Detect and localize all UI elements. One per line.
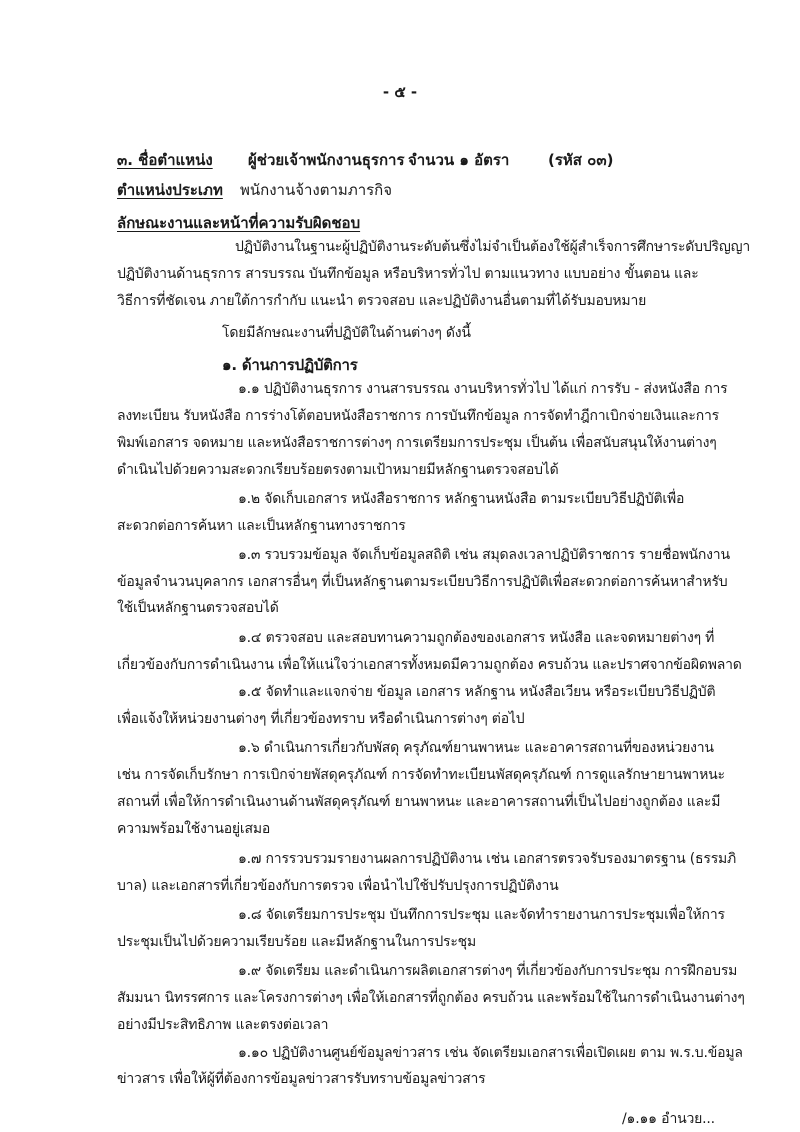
intro-line: ปฏิบัติงานด้านธุรการ สารบรรณ บันทึกข้อมูล หรือบริหารทั่วไป ตามแนวทาง แบบอย่าง ขั้นตอน และ [117, 266, 699, 282]
item-1-4-line: เกี่ยวข้องกับการดำเนินงาน เพื่อให้แน่ใจว่าเอกสารทั้งหมดมีความถูกต้อง ครบถ้วน และปราศจากข้อผิดพลาด [117, 657, 742, 673]
item-1-1-line: ลงทะเบียน รับหนังสือ การร่างโต้ตอบหนังสือราชการ การบันทึกข้อมูล การจัดทำฎีกาเบิกจ่ายเงินและการ [117, 408, 719, 424]
item-1-10-line: ข่าวสาร เพื่อให้ผู้ที่ต้องการข้อมูลข่าวสารรับทราบข้อมูลข่าวสาร [117, 1071, 486, 1087]
item-1-7-line: ๑.๗ การรวบรวมรายงานผลการปฏิบัติงาน เช่น เอกสารตรวจรับรองมาตรฐาน (ธรรมภิ [238, 851, 737, 867]
item-1-6-line: สถานที่ เพื่อให้การดำเนินงานด้านพัสดุครุภัณฑ์ ยานพาหนะ และอาคารสถานที่เป็นไปอย่างถูกต้อง และมี [117, 794, 721, 810]
item-1-6-line: ความพร้อมใช้งานอยู่เสมอ [117, 821, 271, 837]
position-name-label: ๓. ชื่อตำแหน่ง [117, 151, 213, 169]
item-1-8-line: ๑.๘ จัดเตรียมการประชุม บันทึกการประชุม และจัดทำรายงานการประชุมเพื่อให้การ [238, 907, 725, 923]
item-1-1-line: ดำเนินไปด้วยความสะดวกเรียบร้อยตรงตามเป้าหมายมีหลักฐานตรวจสอบได้ [117, 462, 559, 478]
item-1-3-line: ใช้เป็นหลักฐานตรวจสอบได้ [117, 600, 279, 616]
item-1-7-line: บาล) และเอกสารที่เกี่ยวข้องกับการตรวจ เพื่อนำไปใช้ปรับปรุงการปฏิบัติงาน [117, 878, 559, 894]
position-title: ผู้ช่วยเจ้าพนักงานธุรการ [248, 151, 405, 169]
item-1-4-line: ๑.๔ ตรวจสอบ และสอบทานความถูกต้องของเอกสาร หนังสือ และจดหมายต่างๆ ที่ [238, 630, 715, 646]
intro-line: ปฏิบัติงานในฐานะผู้ปฏิบัติงานระดับต้นซึ่งไม่จำเป็นต้องใช้ผู้สำเร็จการศึกษาระดับปริญญา [235, 239, 750, 255]
continuation-marker: /๑.๑๑ อำนวย... [622, 1111, 715, 1127]
page-number: - ๕ - [382, 83, 418, 101]
item-1-5-line: เพื่อแจ้งให้หน่วยงานต่างๆ ที่เกี่ยวข้องทราบ หรือดำเนินการต่างๆ ต่อไป [117, 711, 525, 727]
position-type-label: ตำแหน่งประเภท [117, 181, 223, 199]
item-1-9-line: สัมมนา นิทรรศการ และโครงการต่างๆ เพื่อให้เอกสารที่ถูกต้อง ครบถ้วน และพร้อมใช้ในการดำเนินงานต่างๆ [117, 990, 745, 1006]
item-1-2-line: ๑.๒ จัดเก็บเอกสาร หนังสือราชการ หลักฐานหนังสือ ตามระเบียบวิธีปฏิบัติเพื่อ [238, 491, 685, 507]
position-code: (รหัส ๐๓) [548, 151, 614, 169]
item-1-2-line: สะดวกต่อการค้นหา และเป็นหลักฐานทางราชการ [117, 518, 406, 534]
item-1-10-line: ๑.๑๐ ปฏิบัติงานศูนย์ข้อมูลข่าวสาร เช่น จัดเตรียมเอกสารเพื่อเปิดเผย ตาม พ.ร.บ.ข้อมูล [238, 1045, 743, 1061]
position-type-value: พนักงานจ้างตามภารกิจ [240, 181, 393, 199]
duties-section-title: ลักษณะงานและหน้าที่ความรับผิดชอบ [117, 214, 361, 232]
area-1-title: ๑. ด้านการปฏิบัติการ [222, 356, 358, 374]
intro-line: วิธีการที่ชัดเจน ภายใต้การกำกับ แนะนำ ตรวจสอบ และปฏิบัติงานอื่นตามที่ได้รับมอบหมาย [117, 293, 647, 309]
item-1-9-line: อย่างมีประสิทธิภาพ และตรงต่อเวลา [117, 1017, 329, 1033]
item-1-1-line: พิมพ์เอกสาร จดหมาย และหนังสือราชการต่างๆ การเตรียมการประชุม เป็นต้น เพื่อสนับสนุนให้งานต่างๆ [117, 435, 717, 451]
item-1-3-line: ๑.๓ รวบรวมข้อมูล จัดเก็บข้อมูลสถิติ เช่น สมุดลงเวลาปฏิบัติราชการ รายชื่อพนักงาน [238, 547, 730, 563]
item-1-3-line: ข้อมูลจำนวนบุคลากร เอกสารอื่นๆ ที่เป็นหลักฐานตามระเบียบวิธีการปฏิบัติเพื่อสะดวกต่อการค้นหาสำหรับ [117, 574, 728, 590]
item-1-8-line: ประชุมเป็นไปด้วยความเรียบร้อย และมีหลักฐานในการประชุม [117, 934, 476, 950]
item-1-9-line: ๑.๙ จัดเตรียม และดำเนินการผลิตเอกสารต่างๆ ที่เกี่ยวข้องกับการประชุม การฝึกอบรม [238, 963, 738, 979]
item-1-6-line: ๑.๖ ดำเนินการเกี่ยวกับพัสดุ ครุภัณฑ์ยานพาหนะ และอาคารสถานที่ของหน่วยงาน [238, 740, 714, 756]
position-quantity: จำนวน ๑ อัตรา [408, 151, 510, 169]
item-1-1-line: ๑.๑ ปฏิบัติงานธุรการ งานสารบรรณ งานบริหารทั่วไป ได้แก่ การรับ - ส่งหนังสือ การ [238, 381, 728, 397]
item-1-5-line: ๑.๕ จัดทำและแจกจ่าย ข้อมูล เอกสาร หลักฐาน หนังสือเวียน หรือระเบียบวิธีปฏิบัติ [238, 684, 716, 700]
item-1-6-line: เช่น การจัดเก็บรักษา การเบิกจ่ายพัสดุครุภัณฑ์ การจัดทำทะเบียนพัสดุครุภัณฑ์ การดูแลรักษายานพาหนะ [117, 767, 725, 783]
lead-in-text: โดยมีลักษณะงานที่ปฏิบัติในด้านต่างๆ ดังนี้ [222, 325, 471, 341]
